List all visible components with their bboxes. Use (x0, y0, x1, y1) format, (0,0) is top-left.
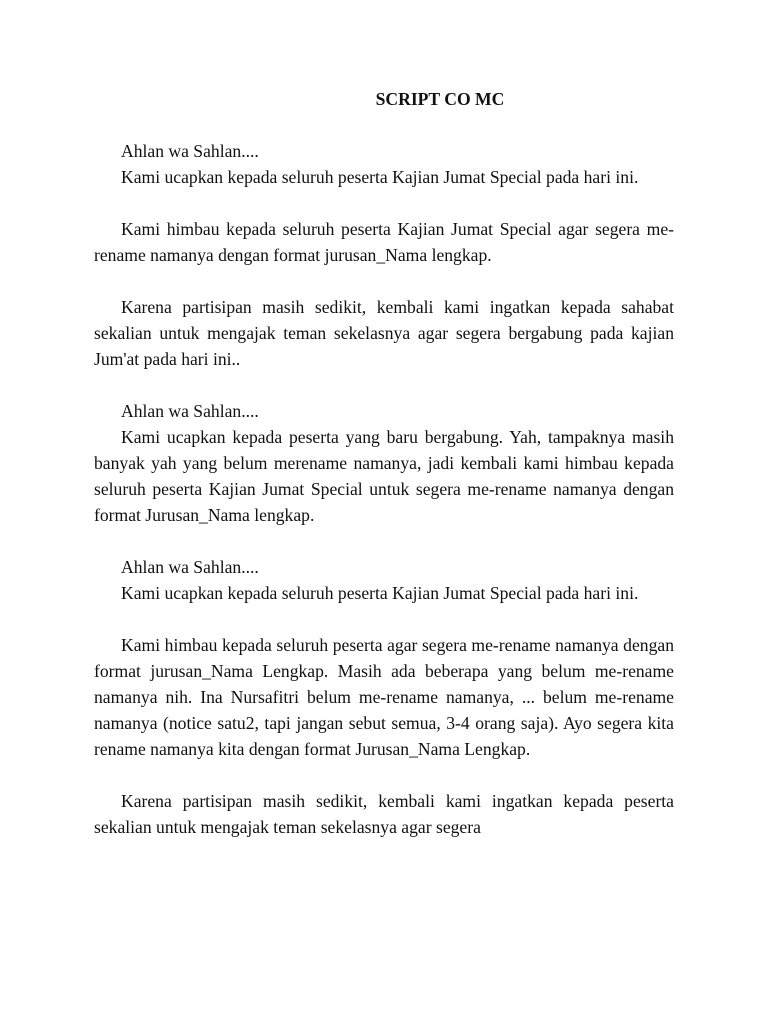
paragraph-gap (94, 606, 674, 632)
paragraph-7: Karena partisipan masih sedikit, kembali kami ingatkan kepada peserta sekalian untuk mengajak teman sekelasnya agar segera (94, 791, 674, 837)
greeting-2: Ahlan wa Sahlan.... (121, 401, 259, 421)
greeting-1: Ahlan wa Sahlan.... (121, 141, 259, 161)
paragraph-2: Kami himbau kepada seluruh peserta Kajian Jumat Special agar segera me-rename namanya dengan format jurusan_Nama lengkap. (94, 219, 674, 265)
paragraph-1: Kami ucapkan kepada seluruh peserta Kajian Jumat Special pada hari ini. (121, 167, 639, 187)
document-body (94, 86, 674, 840)
document-title: SCRIPT CO MC (375, 89, 505, 109)
paragraph-gap (94, 762, 674, 788)
paragraph-gap (94, 190, 674, 216)
paragraph-5: Kami ucapkan kepada seluruh peserta Kajian Jumat Special pada hari ini. (121, 583, 639, 603)
paragraph-gap (94, 372, 674, 398)
paragraph-gap (94, 528, 674, 554)
paragraph-3: Karena partisipan masih sedikit, kembali kami ingatkan kepada sahabat sekalian untuk mengajak teman sekelasnya agar segera bergabung pada kajian Jum'at pada hari ini.. (94, 297, 674, 369)
paragraph-4: Kami ucapkan kepada peserta yang baru bergabung. Yah, tampaknya masih banyak yah yang belum merename namanya, jadi kembali kami himbau kepada seluruh peserta Kajian Jumat Special untuk segera me-rename namanya dengan format Jurusan_Nama lengkap. (94, 427, 674, 525)
paragraph-gap (94, 268, 674, 294)
greeting-3: Ahlan wa Sahlan.... (121, 557, 259, 577)
paragraph-6: Kami himbau kepada seluruh peserta agar segera me-rename namanya dengan format jurusan_Nama Lengkap. Masih ada beberapa yang belum me-rename namanya nih. Ina Nursafitri belum me-rename namanya, ... belum me-rename namanya (notice satu2, tapi jangan sebut semua, 3-4 orang saja). Ayo segera kita rename namanya kita dengan format Jurusan_Nama Lengkap. (94, 635, 674, 759)
